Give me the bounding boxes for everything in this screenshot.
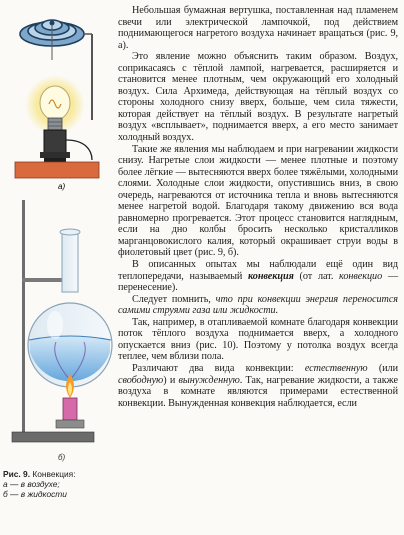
paragraph [118,51,398,143]
term-forced: вынужденную [178,374,240,386]
paragraph [118,144,398,259]
paragraph-text: . Так, нагревание жидкости, а также воздуха в комнате являются примерами естественной конвекции. Вынужденная конвекция наблюдается, если [118,374,398,409]
paragraph [118,294,398,317]
body-text [118,5,398,409]
caption-line-b: б — в жидкости [3,489,67,499]
paragraph-text: Это явление можно объяснить таким образом. Воздух, соприкасаясь с тёплой лампой, нагревается, расширяется и становится менее плотным, чем окружающий его холодный воздух. Сила Архимеда, действующая на тёплый воздух со стороны холодного снизу вверх, больше, чем сила тяжести, которая действует на тёплый воздух. В результате нагретый воздух «всплывает», поднимается вверх, а его место занимает холодный воздух. [118,51,398,144]
paragraph [118,259,398,294]
figure-b-flask [12,200,112,442]
figure-a-lamp [15,20,99,178]
paragraph [118,317,398,363]
paragraph-text: — перенесение). [118,270,398,294]
wooden-base [15,162,99,178]
figure-b-label: б) [58,453,66,462]
caption-title: Рис. 9. [3,469,31,479]
paragraph-text: Небольшая бумажная вертушка, поставленная над пламенем свечи или электрической лампочкой, под действием поднимающегося нагретого воздуха начинает вращаться (рис. 9, а). [118,5,398,51]
term-convection: конвекция [248,270,294,282]
paragraph-text: Следует помнить, [132,293,216,305]
key-statement: что при конвекции энергия переносится самими струями газа или жидкости. [118,293,398,317]
figure-illustrations [0,0,118,470]
paragraph-text: Различают два вида конвекции: [132,362,305,374]
paragraph [118,363,398,409]
caption-text: Конвекция: [32,469,76,479]
paragraph-text: (или [367,362,398,374]
paragraph [118,5,398,51]
figure-a-label: а) [58,182,66,191]
term-free: свободную [118,374,164,386]
paragraph-text: (от лат. [293,270,340,282]
paragraph-text: ) и [163,374,179,386]
figure-caption [3,469,113,499]
caption-line-a: а — в воздухе; [3,479,60,489]
paragraph-text: Так, например, в отапливаемой комнате благодаря конвекции поток тёплого воздуха поднимается вверх, а холодного опускается вниз (рис. 10). Поэтому у потолка воздух всегда теплее, чем вблизи пола. [118,316,398,363]
latin-term: конвекцио [339,270,383,282]
paragraph-text: В описанных опытах мы наблюдали ещё один вид теплопередачи, называемый [118,259,398,282]
term-natural: естественную [304,362,368,374]
paragraph-text: Такие же явления мы наблюдаем и при нагревании жидкости снизу. Нагретые слои жидкости — менее плотные и поэтому более лёгкие — вытесняются вверх более тяжёлыми, холодными слоями. Холодные слои жидкости, опустившись вниз, в свою очередь, нагреваются от источника тепла и вновь вытесняются менее нагретой водой. Благодаря такому движению вся вода равномерно прогревается. Этот процесс становится наглядным, если на дно колбы бросить несколько кристалликов марганцовокислого калия, который окрашивает струи воды в фиолетовый цвет (рис. 9, б). [118,143,398,259]
